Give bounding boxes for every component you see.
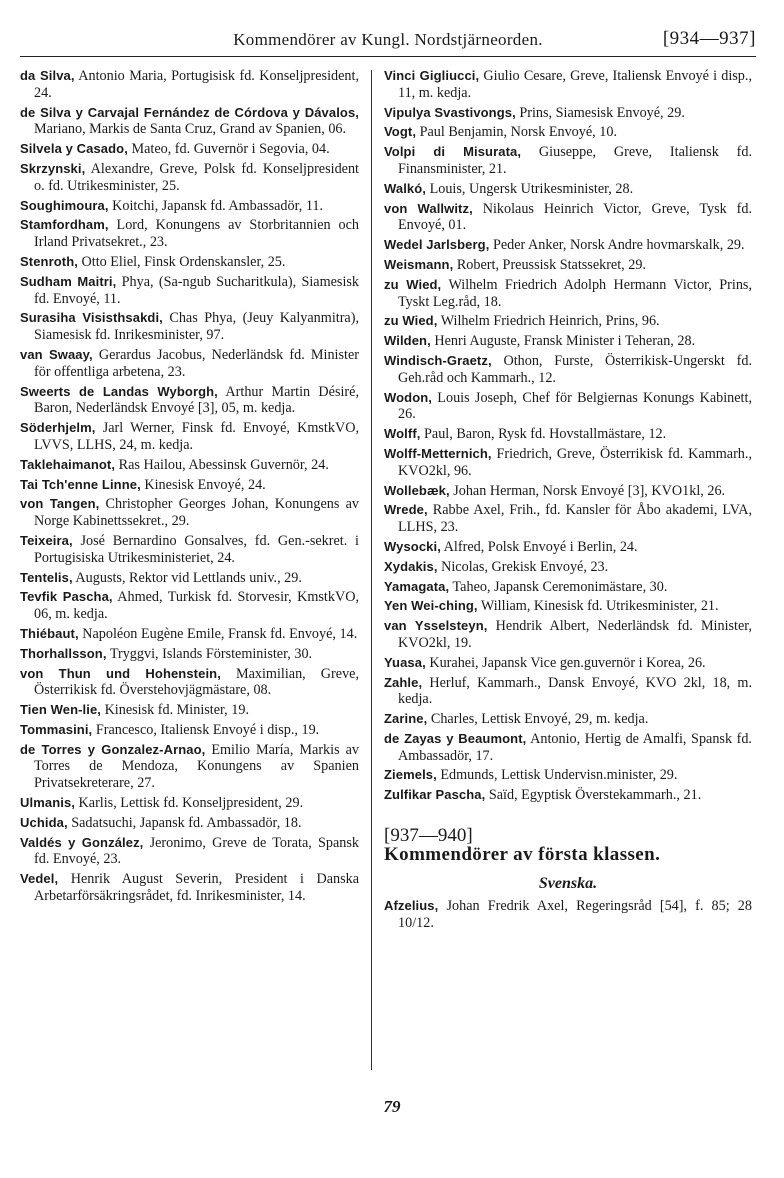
directory-entry [384, 353, 752, 387]
directory-entry [20, 384, 359, 418]
entry-name: Sweerts de Landas Wyborgh, [20, 383, 218, 399]
entry-name: da Silva, [20, 68, 75, 83]
entry-name: Yamagata, [384, 578, 450, 594]
entry-text: Alexandre, Greve, Polsk fd. Konseljpresident o. fd. Utrikesminister, 25. [34, 160, 359, 194]
entry-text: Charles, Lettisk Envoyé, 29, m. kedja. [427, 711, 649, 728]
page-header [20, 26, 756, 57]
left-column [20, 68, 359, 908]
entry-name: Sudham Maitri, [20, 273, 117, 289]
entry-text: Herluf, Kammarh., Dansk Envoyé, KVO 2kl, 18, m. kedja. [398, 674, 752, 708]
directory-entry [384, 257, 752, 274]
directory-entry [384, 181, 752, 198]
directory-entry [384, 446, 752, 480]
directory-entry [384, 237, 752, 254]
directory-entry [20, 420, 359, 454]
entry-name: Afzelius, [384, 898, 439, 914]
entry-text: Otto Eliel, Finsk Ordenskansler, 25. [77, 253, 286, 270]
entry-name: Wedel Jarlsberg, [384, 237, 490, 253]
entry-text: Hendrik Albert, Nederländsk fd. Minister, KVO2kl, 19. [398, 618, 752, 651]
directory-entry [20, 871, 359, 905]
directory-entry [384, 539, 752, 556]
directory-entry [20, 835, 359, 869]
right-column-entries [384, 68, 752, 804]
entry-name: de Silva y Carvajal Fernández de Córdova y Dávalos, [20, 104, 359, 120]
entry-name: Thiébaut, [20, 625, 79, 641]
entry-name: Zahle, [384, 674, 423, 690]
entry-text: Giuseppe, Greve, Italiensk fd. Finansminister, 21. [398, 144, 752, 177]
directory-entry [20, 310, 359, 344]
entry-name: Skrzynski, [20, 160, 86, 176]
entry-text: Johan Fredrik Axel, Regeringsråd [54], f. 85; 28 10/12. [398, 898, 752, 932]
entry-name: Stamfordham, [20, 217, 109, 233]
entry-text: Wilhelm Friedrich Adolph Hermann Victor, Prins, Tyskt Leg.råd, 18. [398, 276, 752, 310]
entry-name: Tommasini, [20, 721, 93, 737]
directory-entry [20, 702, 359, 719]
entry-text: Robert, Preussisk Statssekret, 29. [453, 256, 646, 273]
entry-text: Kurahei, Japansk Vice gen.guvernör i Korea, 26. [425, 654, 706, 671]
directory-entry [20, 217, 359, 251]
entry-name: Zarine, [384, 711, 428, 727]
entry-text: Peder Anker, Norsk Andre hovmarskalk, 29. [489, 237, 745, 254]
entry-name: Stenroth, [20, 253, 78, 269]
directory-entry [384, 105, 752, 122]
entry-name: Tai Tch'enne Linne, [20, 476, 141, 492]
entry-text: William, Kinesisk fd. Utrikesminister, 21. [477, 598, 719, 615]
entry-text: Jeronimo, Greve de Torata, Spansk fd. Envoyé, 23. [34, 834, 359, 868]
entry-name: von Wallwitz, [384, 200, 473, 216]
entry-name: Wysocki, [384, 538, 441, 554]
entry-text: Giulio Cesare, Greve, Italiensk Envoyé i disp., 11, m. kedja. [398, 68, 752, 101]
directory-entry [384, 598, 752, 615]
entry-text: Kinesisk fd. Minister, 19. [101, 702, 250, 719]
section-subtitle: Svenska. [538, 874, 598, 892]
entry-name: Wolff, [384, 426, 421, 442]
entry-text: Nikolaus Heinrich Victor, Greve, Tysk fd. Envoyé, 01. [398, 200, 752, 234]
entry-text: Kinesisk Envoyé, 24. [140, 476, 266, 493]
directory-entry [20, 742, 359, 792]
entry-text: Antonio Maria, Portugisisk fd. Konseljpresident, 24. [34, 68, 359, 101]
directory-entry [384, 124, 752, 141]
entry-name: von Tangen, [20, 496, 100, 512]
entry-name: Zulfikar Pascha, [384, 787, 486, 803]
entry-name: Söderhjelm, [20, 420, 96, 436]
entry-text: Augusts, Rektor vid Lettlands univ., 29. [72, 569, 302, 586]
entry-name: Tien Wen-lie, [20, 702, 102, 718]
directory-entry [20, 815, 359, 832]
directory-entry [20, 477, 359, 494]
section-title: Kommendörer av första klassen. [384, 843, 661, 865]
directory-entry [384, 731, 752, 765]
entry-name: van Swaay, [20, 346, 93, 362]
entry-name: Xydakis, [384, 558, 438, 574]
entry-text: Wilhelm Friedrich Heinrich, Prins, 96. [437, 313, 660, 330]
entry-name: zu Wied, [384, 276, 442, 292]
entry-text: Othon, Furste, Österrikisk-Ungerskt fd. Geh.råd och Kammarh., 12. [398, 352, 752, 386]
entry-text: Gerardus Jacobus, Nederländsk fd. Minister för offentliga arbetena, 23. [34, 346, 359, 380]
directory-entry [384, 313, 752, 330]
entry-name: Ulmanis, [20, 795, 75, 811]
entry-text: Karlis, Lettisk fd. Konseljpresident, 29. [74, 795, 304, 812]
entry-text: Napoléon Eugène Emile, Fransk fd. Envoyé, 14. [78, 625, 358, 642]
column-divider [371, 70, 372, 1070]
entry-text: Alfred, Polsk Envoyé i Berlin, 24. [440, 538, 638, 555]
entry-name: von Thun und Hohenstein, [20, 665, 221, 681]
directory-entry [20, 496, 359, 530]
directory-entry [384, 618, 752, 652]
section-range: [937—940] [384, 825, 473, 847]
entry-name: de Torres y Gonzalez-Arnao, [20, 741, 206, 757]
entry-name: Wilden, [384, 333, 431, 349]
directory-entry [384, 502, 752, 536]
entry-name: van Ysselsteyn, [384, 618, 488, 634]
directory-entry [20, 533, 359, 567]
entry-name: Soughimoura, [20, 197, 109, 213]
directory-entry [384, 711, 752, 728]
directory-entry [384, 333, 752, 350]
directory-entry [384, 277, 752, 311]
directory-entry [384, 655, 752, 672]
directory-entry [384, 68, 752, 102]
entry-text: Arthur Martin Désiré, Baron, Nederländsk Envoyé [3], 05, m. kedja. [34, 383, 359, 417]
entry-name: Yuasa, [384, 654, 426, 670]
entry-name: Surasiha Visisthsakdi, [20, 310, 163, 326]
entry-text: Prins, Siamesisk Envoyé, 29. [515, 104, 685, 121]
entry-text: José Bernardino Gonsalves, fd. Gen.-sekret. i Portugisiska Utrikesministeriet, 24. [34, 532, 359, 566]
directory-entry [384, 787, 752, 804]
entry-name: Tevfik Pascha, [20, 589, 113, 605]
directory-entry [20, 347, 359, 381]
directory-entry [20, 141, 359, 158]
directory-entry [20, 795, 359, 812]
entry-name: Wollebæk, [384, 482, 450, 498]
entry-name: Silvela y Casado, [20, 141, 128, 157]
entry-text: Henrik August Severin, President i Danska Arbetarförsäkringsrådet, fd. Inrikesminister, 14. [34, 871, 359, 905]
entry-name: Vedel, [20, 871, 59, 887]
entry-text: Edmunds, Lettisk Undervisn.minister, 29. [436, 767, 678, 784]
directory-entry [384, 767, 752, 784]
entry-name: Tentelis, [20, 569, 73, 585]
section-block [384, 825, 752, 932]
directory-entry [384, 390, 752, 424]
entry-text: Louis, Ungersk Utrikesminister, 28. [426, 180, 634, 197]
entry-text: Johan Herman, Norsk Envoyé [3], KVO1kl, 26. [449, 482, 726, 499]
page-range: [934—937] [662, 28, 756, 49]
entry-name: Vogt, [384, 124, 417, 140]
directory-entry [384, 144, 752, 178]
directory-entry [20, 646, 359, 663]
entry-text: Taheo, Japansk Ceremonimästare, 30. [449, 578, 668, 595]
entry-text: Mateo, fd. Guvernör i Segovia, 04. [127, 141, 330, 158]
entry-name: Valdés y González, [20, 834, 144, 850]
entry-text: Rabbe Axel, Frih., fd. Kansler för Åbo akademi, LVA, LLHS, 23. [398, 502, 752, 536]
directory-entry [20, 105, 359, 139]
directory-entry [20, 457, 359, 474]
entry-text: Christopher Georges Johan, Konungens av Norge Kabinettssekret., 29. [34, 496, 359, 530]
entry-text: Maximilian, Greve, Österrikisk fd. Överstehovjägmästare, 08. [34, 665, 360, 699]
entry-text: Antonio, Hertig de Amalfi, Spansk fd. Ambassadör, 17. [398, 730, 752, 764]
entry-text: Ras Hailou, Abessinsk Guvernör, 24. [115, 456, 329, 473]
entry-text: Sadatsuchi, Japansk fd. Ambassadör, 18. [67, 814, 302, 831]
entry-name: Volpi di Misurata, [384, 144, 522, 160]
entry-text: Phya, (Sa-ngub Sucharitkula), Siamesisk fd. Envoyé, 11. [34, 273, 360, 307]
directory-entry [20, 570, 359, 587]
directory-entry [20, 254, 359, 271]
directory-entry [20, 198, 359, 215]
directory-entry [384, 201, 752, 235]
entry-text: Chas Phya, (Jeuy Kalyanmitra), Siamesisk fd. Inrikesminister, 97. [34, 310, 359, 344]
entry-name: Vipulya Svastivongs, [384, 104, 516, 120]
entry-text: Koitchi, Japansk fd. Ambassadör, 11. [108, 197, 324, 214]
entry-text: Jarl Werner, Finsk fd. Envoyé, KmstkVO, LVVS, LLHS, 24, m. kedja. [34, 420, 359, 453]
entry-name: Wodon, [384, 389, 433, 405]
entry-text: Henri Auguste, Fransk Minister i Teheran, 28. [430, 333, 696, 350]
entry-name: Weismann, [384, 256, 454, 272]
entry-text: Francesco, Italiensk Envoyé i disp., 19. [92, 721, 320, 738]
entry-name: Wolff-Metternich, [384, 445, 492, 461]
entry-text: Emilio María, Markis av Torres de Mendoza, Konungens av Spanien Privatsekreterare, 27. [34, 741, 359, 792]
directory-entry [384, 559, 752, 576]
entry-name: de Zayas y Beaumont, [384, 730, 527, 746]
page-number: 79 [383, 1097, 401, 1116]
directory-entry [384, 675, 752, 709]
entry-name: Yen Wei-ching, [384, 598, 478, 614]
entry-name: Ziemels, [384, 767, 437, 783]
directory-entry [20, 161, 359, 195]
directory-entry [384, 579, 752, 596]
entry-text: Paul, Baron, Rysk fd. Hovstallmästare, 12. [420, 426, 667, 443]
entry-text: Friedrich, Greve, Österrikisk fd. Kammarh., KVO2kl, 96. [398, 445, 752, 479]
directory-entry [384, 898, 752, 932]
directory-entry [384, 483, 752, 500]
entry-name: Taklehaimanot, [20, 456, 116, 472]
entry-name: Teixeira, [20, 532, 73, 548]
entry-text: Ahmed, Turkisk fd. Storvesir, KmstkVO, 06, m. kedja. [34, 589, 360, 623]
entry-name: Wrede, [384, 502, 428, 518]
entry-name: Walkó, [384, 180, 427, 196]
directory-entry [20, 722, 359, 739]
directory-entry [20, 589, 359, 623]
entry-name: Windisch-Graetz, [384, 352, 492, 368]
entry-name: Vinci Gigliucci, [384, 68, 480, 83]
entry-text: Mariano, Markis de Santa Cruz, Grand av Spanien, 06. [34, 121, 347, 138]
entry-text: Nicolas, Grekisk Envoyé, 23. [437, 558, 609, 575]
right-column [384, 68, 752, 935]
directory-entry [20, 666, 359, 700]
entry-text: Lord, Konungens av Storbritannien och Irland Privatsekret., 23. [34, 217, 359, 251]
entry-text: Paul Benjamin, Norsk Envoyé, 10. [416, 124, 617, 141]
directory-entry [384, 426, 752, 443]
entry-name: zu Wied, [384, 313, 438, 329]
entry-name: Uchida, [20, 814, 68, 830]
entry-name: Thorhallsson, [20, 645, 107, 661]
directory-entry [20, 626, 359, 643]
directory-entry [20, 68, 359, 102]
directory-entry [20, 274, 359, 308]
running-title: Kommendörer av Kungl. Nordstjärneorden. [233, 30, 543, 49]
entry-text: Louis Joseph, Chef för Belgiernas Konungs Kabinett, 26. [398, 389, 752, 423]
entry-text: Tryggvi, Islands Försteminister, 30. [106, 645, 313, 662]
entry-text: Saïd, Egyptisk Överstekammarh., 21. [485, 787, 702, 804]
